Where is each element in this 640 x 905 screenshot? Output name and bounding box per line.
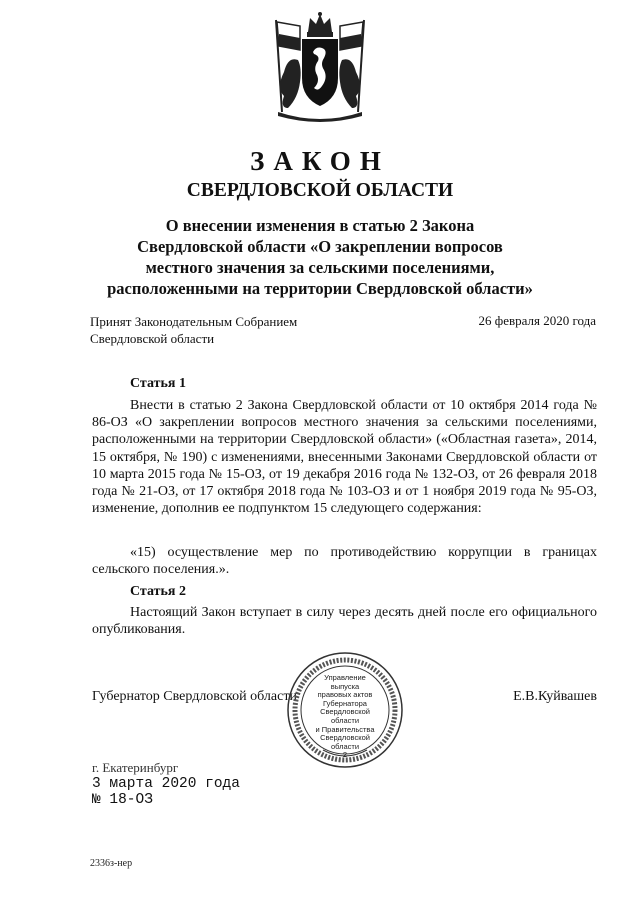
stamp-line: 2 [342,750,348,760]
adoption-line: Свердловской области [90,331,215,346]
issue-date: 3 марта 2020 года [92,776,240,792]
issue-place: г. Екатеринбург [92,760,179,775]
stamp-line: выпуска [330,681,360,691]
stamp-line: Управление [324,673,366,682]
article-1-paragraph: Внести в статью 2 Закона Свердловской области от 10 октября 2014 года № 86-ОЗ «О закреплении вопросов местного значения за сельскими поселениями, расположенными на территории Свердловской области» («Областная газета», 2014, 15 октября, № 190) с изменениями, внесенными Законами Свердловской области от 10 марта 2015 года № 15-ОЗ, от 19 декабря 2016 года № 132-ОЗ, от 26 февраля 2018 года № 21-ОЗ, от 17 октября 2018 года № 103-ОЗ и от 1 ноября 2019 года № 95-ОЗ, изменение, дополнив ее подпунктом 15 следующего содержания: [92,398,597,517]
document-title: ЗАКОН [250,146,390,176]
stamp-line: Губернатора [323,698,367,708]
adoption-body [90,313,390,347]
law-heading-line: местного значения за сельскими поселениями, [145,258,495,277]
document-region: СВЕРДЛОВСКОЙ ОБЛАСТИ [186,180,454,201]
governor-name: Е.В.Куйвашев [513,689,597,704]
stamp-line: Свердловской области [320,707,370,725]
stamp-line: правовых актов [317,690,373,700]
stamp-line: и Правительства [315,724,375,734]
article-1-title: Статья 1 [130,376,186,391]
law-heading-line: О внесении изменения в статью 2 Закона [165,216,475,235]
stamp-line: области [330,741,360,751]
article-1-quote: «15) осуществление мер по противодействию коррупции в границах сельского поселения.». [92,545,597,578]
law-heading [80,215,560,299]
stamp-text [313,674,377,760]
article-2-title: Статья 2 [130,584,186,599]
adoption-date: 26 февраля 2020 года [478,313,596,328]
coat-of-arms-emblem [258,12,382,126]
law-heading-line: расположенными на территории Свердловской области» [107,279,533,298]
article-2-paragraph: Настоящий Закон вступает в силу через десять дней после его официального опубликования. [92,605,597,638]
issue-number: № 18-ОЗ [92,792,153,808]
stamp-line: Свердловской [320,733,370,743]
adoption-line: Принят Законодательным Собранием [90,314,298,329]
law-heading-line: Свердловской области «О закреплении вопросов [137,237,503,256]
governor-position: Губернатор Свердловской области [92,689,297,704]
footer-code: 2336з-нер [90,858,133,869]
